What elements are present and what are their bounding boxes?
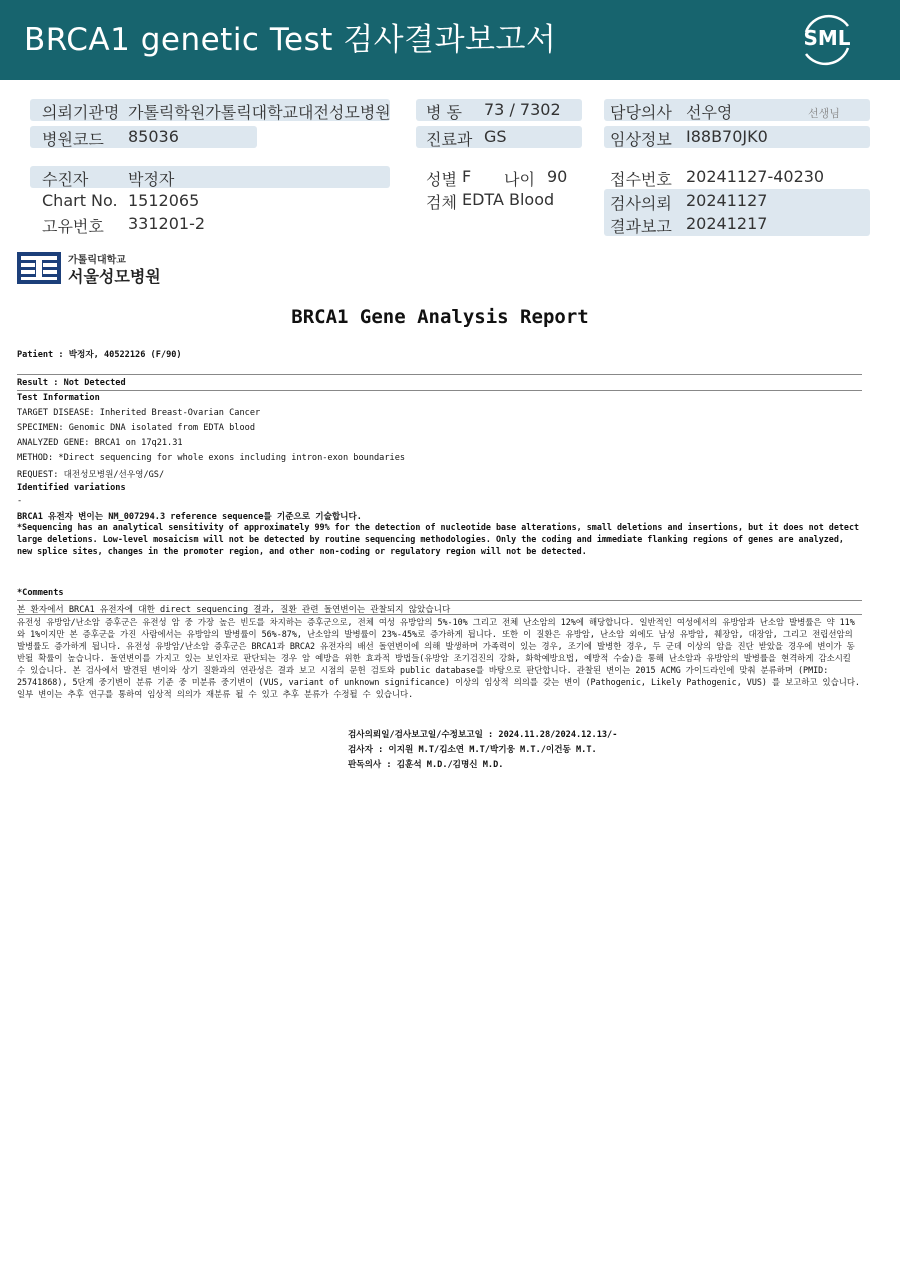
patient-value: 박정자 bbox=[128, 170, 175, 189]
unique-value: 331201-2 bbox=[128, 214, 206, 233]
hospital-logo-small: 가톨릭대학교 bbox=[68, 255, 126, 266]
sml-logo bbox=[798, 12, 856, 68]
sex-value: F bbox=[462, 167, 472, 186]
dept-label: 진료과 bbox=[426, 130, 473, 149]
divider bbox=[17, 614, 862, 615]
age-label: 나이 bbox=[504, 170, 535, 189]
identified-value: - bbox=[17, 496, 23, 506]
request-date-label: 검사의뢰 bbox=[610, 194, 672, 213]
patient-line: Patient : 박정자, 40522126 (F/90) bbox=[17, 350, 182, 360]
hospital-code-value: 85036 bbox=[128, 127, 179, 146]
result-line: Result : Not Detected bbox=[17, 378, 126, 388]
divider bbox=[17, 390, 862, 391]
specimen-line: SPECIMEN: Genomic DNA isolated from EDTA blood bbox=[17, 423, 255, 433]
receipt-label: 접수번호 bbox=[610, 170, 672, 189]
patient-label: 수진자 bbox=[42, 170, 89, 189]
analyzed-gene: ANALYZED GENE: BRCA1 on 17q21.31 bbox=[17, 438, 183, 448]
signature-doctors: 판독의사 : 김훈석 M.D./김명신 M.D. bbox=[348, 760, 504, 770]
request-date-value: 20241127 bbox=[686, 191, 768, 210]
target-disease: TARGET DISEASE: Inherited Breast-Ovarian Cancer bbox=[17, 408, 261, 418]
age-value: 90 bbox=[547, 167, 568, 186]
receipt-value: 20241127-40230 bbox=[686, 167, 825, 186]
report-date-label: 결과보고 bbox=[610, 217, 672, 236]
sex-label: 성별 bbox=[426, 170, 457, 189]
clinical-value: I88B70JK0 bbox=[686, 127, 768, 146]
method-line: METHOD: *Direct sequencing for whole exons including intron-exon boundaries bbox=[17, 453, 406, 463]
specimen-value: EDTA Blood bbox=[462, 190, 555, 209]
ward-label: 병 동 bbox=[426, 103, 462, 122]
request-line: REQUEST: 대전성모병원/선우영/GS/ bbox=[17, 470, 165, 480]
hospital-code-label: 병원코드 bbox=[42, 130, 104, 149]
doctor-label: 담당의사 bbox=[610, 103, 672, 122]
signature-testers: 검사자 : 이지원 M.T/김소연 M.T/박기웅 M.T./이건동 M.T. bbox=[348, 745, 597, 755]
dept-value: GS bbox=[484, 127, 507, 146]
doctor-value: 선우영 bbox=[686, 103, 733, 122]
unique-label: 고유번호 bbox=[42, 217, 104, 236]
chart-label: Chart No. bbox=[42, 191, 118, 210]
hospital-emblem-icon bbox=[16, 251, 62, 285]
sml-logo-text: SML bbox=[803, 26, 851, 50]
requesting-org-value: 가톨릭학원가톨릭대학교대전성모병원 bbox=[128, 103, 391, 122]
hospital-logo bbox=[16, 251, 166, 287]
chart-value: 1512065 bbox=[128, 191, 200, 210]
comment-first: 본 환자에서 BRCA1 유전자에 대한 direct sequencing 결과, 질환 관련 돌연변이는 관찰되지 않았습니다 bbox=[17, 605, 451, 615]
divider bbox=[17, 374, 862, 375]
clinical-label: 임상정보 bbox=[610, 130, 672, 149]
test-info-heading: Test Information bbox=[17, 393, 100, 403]
sequencing-note: *Sequencing has an analytical sensitivity of approximately 99% for the detection of nucleotide base alterations, small deletions and insertions, but it does not detect large deletions. Low-level mosaicism will not be detected by routine sequencing methodologies. Only the coding and immediate flanking regions of genes are analyzed, new splice sites, changes in the promoter region, and other non-coding or regulatory region will not be detected. bbox=[17, 522, 860, 556]
specimen-label: 검체 bbox=[426, 193, 457, 212]
identified-heading: Identified variations bbox=[17, 483, 126, 493]
divider bbox=[17, 600, 862, 601]
hospital-logo-name: 서울성모병원 bbox=[68, 267, 161, 286]
reference-note: BRCA1 유전자 변이는 NM_007294.3 reference sequence를 기준으로 기술합니다. bbox=[17, 512, 362, 522]
ward-value: 73 / 7302 bbox=[484, 100, 561, 119]
header-bar bbox=[0, 0, 900, 80]
page-title: BRCA1 genetic Test 검사결과보고서 bbox=[24, 22, 557, 58]
comment-body: 유전성 유방암/난소암 증후군은 유전성 암 중 가장 높은 빈도를 차지하는 증후군으로, 전체 여성 유방암의 5%-10% 그리고 전체 난소암의 12%에 해당합니다. 일반적인 여성에서의 유방암과 난소암 발병률은 약 11% 와 1%이지만 본 증후군을 가진 사람에서는 유방암의 발병률이 56%-87%, 난소암의 발병률이 23%-45%로 증가하게 됩니다. 또한 이 질환은 유방암, 난소암 외에도 남성 유방암, 췌장암, 대장암, 그리고 전립선암의 발병률도 증가하게 됩니다. 유전성 유방암/난소암 증후군은 BRCA1과 BRCA2 유전자의 배선 돌연변이에 의해 발생하며 가족력이 있는 경우, 조기에 발병한 경우, 두 군데 이상의 암을 진단 받았을 경우에 변이가 동반될 확률이 높습니다. 돌연변이를 가지고 있는 보인자로 판단되는 경우 암 예방을 위한 효과적 방법들(유방암 조기검진의 강화, 화학예방요법, 예방적 수술)을 통해 난소암과 유방암의 발병률을 현격하게 감소시킬 수 있습니다. 본 검사에서 발견된 변이와 상기 질환과의 연관성은 결과 보고 시점의 문헌 검토와 public database를 바탕으로 판단합니다. 관찰된 변이는 2015 ACMG 가이드라인에 맞춰 분류하며 (PMID: 25741868), 5단계 중기변이 분류 기준 중 미분류 중기변이 (VUS, variant of unknown significance) 이상의 임상적 의의를 갖는 변이 (Pathogenic, Likely Pathogenic, VUS) 를 보고하고 있습니다. 일부 변이는 추후 연구를 통하여 임상적 의의가 재분류 될 수 있고 추후 분류가 수정될 수 있습니다. bbox=[17, 617, 860, 699]
signature-dates: 검사의뢰일/검사보고일/수정보고일 : 2024.11.28/2024.12.13/- bbox=[348, 730, 618, 740]
comments-heading: *Comments bbox=[17, 588, 64, 598]
report-date-value: 20241217 bbox=[686, 214, 768, 233]
doctor-suffix: 선생님 bbox=[808, 107, 840, 120]
requesting-org-label: 의뢰기관명 bbox=[42, 103, 120, 122]
report-title: BRCA1 Gene Analysis Report bbox=[291, 306, 589, 328]
